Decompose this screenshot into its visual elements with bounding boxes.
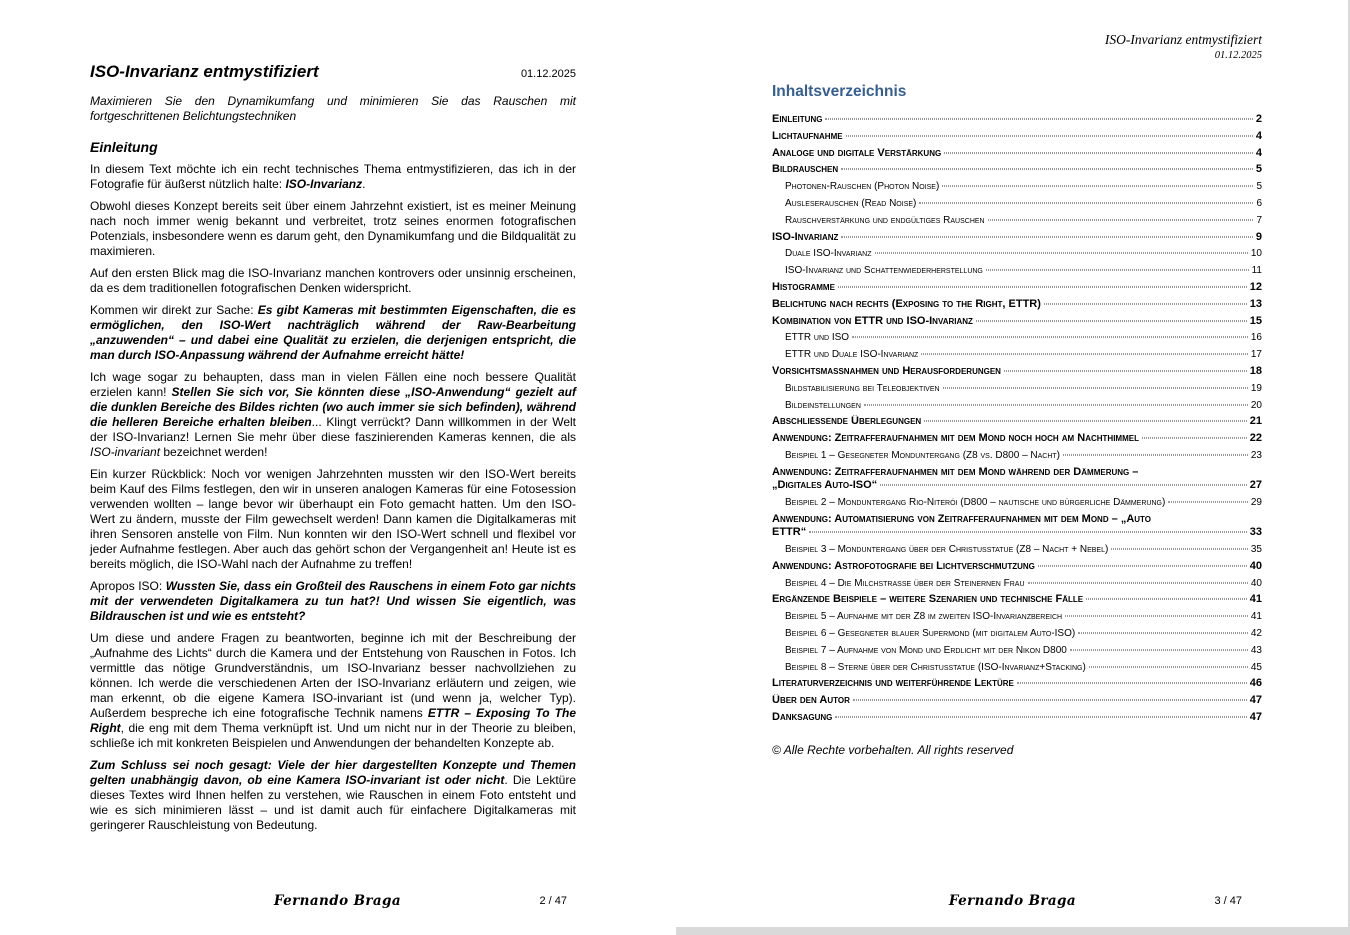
toc-entry[interactable] <box>772 214 1262 227</box>
running-header-title: ISO-Invarianz entmystifiziert <box>1104 32 1262 47</box>
toc-leader <box>1078 632 1248 633</box>
toc-page-number: 18 <box>1249 364 1262 377</box>
toc-entry[interactable] <box>772 147 1262 160</box>
toc-entry[interactable] <box>772 593 1262 606</box>
running-header-date: 01.12.2025 <box>1214 50 1262 61</box>
toc-label: Über den Autor <box>772 694 850 707</box>
document-subtitle: Maximieren Sie den Dynamikumfang und minimieren Sie das Rauschen mit fortgeschrittenen Belichtungstechniken <box>90 94 576 123</box>
toc-entry[interactable] <box>772 694 1262 707</box>
toc-leader <box>1044 303 1247 304</box>
toc-entry[interactable] <box>772 348 1262 361</box>
toc-entry[interactable] <box>772 247 1262 260</box>
toc-label: Anwendung: Automatisierung von Zeitrafferaufnahmen mit dem Mond – „Auto <box>772 512 1152 525</box>
toc-label: Abschließende Überlegungen <box>772 415 922 428</box>
toc-entry[interactable] <box>772 197 1262 210</box>
toc-label: Duale ISO-Invarianz <box>785 248 872 260</box>
toc-label: Lichtaufnahme <box>772 129 843 142</box>
toc-entry[interactable] <box>772 180 1262 193</box>
toc-label: ETTR und ISO <box>785 332 850 344</box>
toc-page-number: 46 <box>1249 677 1262 690</box>
toc-page-number: 45 <box>1250 661 1262 673</box>
toc-entry[interactable] <box>772 644 1262 657</box>
toc-entry[interactable] <box>772 315 1262 328</box>
toc-page-number: 40 <box>1249 559 1262 572</box>
toc-page-number: 5 <box>1256 181 1262 193</box>
toc-leader <box>852 337 1248 338</box>
title-row <box>90 62 576 82</box>
toc-label: Beispiel 8 – Sterne über der Christusstatue (ISO-Invarianz+Stacking) <box>785 661 1086 673</box>
toc-label: Vorsichtsmaßnahmen und Herausforderungen <box>772 364 1001 377</box>
toc-leader <box>1070 649 1248 650</box>
toc-page-number: 9 <box>1255 230 1262 243</box>
toc-label: Ausleserauschen (Read Noise) <box>785 197 917 209</box>
toc-label: Beispiel 1 – Gesegneter Monduntergang (Z8 vs. D800 – Nacht) <box>785 449 1061 461</box>
toc-page-number: 40 <box>1250 577 1262 589</box>
toc-entry[interactable] <box>772 610 1262 623</box>
toc-page-number: 42 <box>1250 627 1262 639</box>
toc-entry[interactable] <box>772 331 1262 344</box>
toc-label: Beispiel 2 – Monduntergang Rio-Niterói (D800 – nautische und bürgerliche Dämmerung) <box>785 496 1166 508</box>
toc-leader <box>841 236 1252 237</box>
page-title: ISO-Invarianz entmystifiziert <box>90 62 319 81</box>
toc-label: Danksagung <box>772 710 833 723</box>
toc-leader <box>825 119 1252 120</box>
toc-entry[interactable] <box>772 661 1262 674</box>
toc-entry[interactable] <box>772 264 1262 277</box>
toc-page-number: 23 <box>1250 449 1262 461</box>
page-number: 2 / 47 <box>539 895 567 907</box>
toc-leader <box>942 186 1253 187</box>
running-header <box>772 32 1262 61</box>
toc-leader <box>1111 548 1248 549</box>
toc-page-number: 7 <box>1256 214 1262 226</box>
toc-entry[interactable] <box>772 163 1262 176</box>
toc-label: Beispiel 3 – Monduntergang über der Christusstatue (Z8 – Nacht + Nebel) <box>785 543 1109 555</box>
toc-leader <box>919 202 1253 203</box>
toc-label: Bildrauschen <box>772 163 839 176</box>
toc-entry[interactable] <box>772 382 1262 395</box>
toc-leader <box>853 700 1247 701</box>
toc-leader <box>875 253 1248 254</box>
toc-entry[interactable] <box>772 577 1262 590</box>
toc-leader <box>988 219 1254 220</box>
toc-page-number: 41 <box>1249 593 1262 606</box>
toc-page-number: 15 <box>1249 314 1262 327</box>
toc-label: Rauschverstärkung und endgültiges Rauschen <box>785 214 985 226</box>
copyright-notice: © Alle Rechte vorbehalten. All rights reserved <box>772 743 1014 758</box>
toc-page-number: 33 <box>1249 526 1262 539</box>
toc-entry[interactable] <box>772 627 1262 640</box>
toc-leader <box>921 354 1248 355</box>
toc-label: Einleitung <box>772 113 823 125</box>
paragraph: Ein kurzer Rückblick: Noch vor wenigen Jahrzehnten mussten wir den ISO-Wert bereits beim Kauf des Films festlegen, den wir in unseren analogen Kameras für eine Fotosession verwenden wollten – lange bevor wir überhaupt ein Foto gemacht hatten. Um den ISO-Wert zu ändern, musste der Film gewechselt werden! Dann kamen die Digitalkameras mit ihren Sensoren anstelle von Film. Nun konnten wir den ISO-Wert schnell und flexibel vor jeder Aufnahme festlegen. Aber auch das gehört schon der Vergangenheit an! Heute ist es bereits möglich, die ISO-Wahl nach der Aufnahme zu treffen! <box>90 467 576 571</box>
toc-page-number: 35 <box>1250 543 1262 555</box>
page-right <box>675 0 1350 935</box>
toc-label: Bildstabilisierung bei Teleobjektiven <box>785 382 940 394</box>
toc-entry[interactable] <box>772 298 1262 311</box>
toc-page-number: 16 <box>1250 332 1262 344</box>
toc-label: Anwendung: Zeitrafferaufnahmen mit dem Mond während der Dämmerung – <box>772 465 1139 478</box>
paragraph: Obwohl dieses Konzept bereits seit über einem Jahrzehnt existiert, ist es meiner Meinung nach noch immer wenig bekannt und verbreitet, trotz seines enormen fotografischen Potenzials, insbesondere wenn es darum geht, den Dynamikumfang und die Bildqualität zu maximieren. <box>90 199 576 258</box>
toc-label: ETTR“ <box>772 526 807 539</box>
toc-leader <box>835 716 1246 717</box>
toc-leader <box>846 135 1253 136</box>
toc-page-number: 47 <box>1249 710 1262 723</box>
toc-page-number: 10 <box>1250 248 1262 260</box>
toc-leader <box>864 404 1248 405</box>
paragraph: Auf den ersten Blick mag die ISO-Invarianz manchen kontrovers oder unsinnig erscheinen, da es dem traditionellen fotografischen Denken widerspricht. <box>90 266 576 295</box>
page-number: 3 / 47 <box>1214 895 1242 907</box>
toc-page-number: 22 <box>1249 432 1262 445</box>
toc-leader <box>1142 438 1247 439</box>
viewer-bottom-edge <box>676 927 1350 935</box>
toc-leader <box>1089 666 1248 667</box>
toc-leader <box>986 270 1249 271</box>
toc-page-number: 2 <box>1255 113 1262 125</box>
toc-page-number: 5 <box>1255 163 1262 176</box>
toc-entry[interactable] <box>772 496 1262 509</box>
toc-leader <box>944 152 1253 153</box>
toc-leader <box>809 532 1247 533</box>
toc-heading: Inhaltsverzeichnis <box>772 83 907 100</box>
toc-leader <box>976 320 1247 321</box>
toc-entry[interactable] <box>772 711 1262 724</box>
toc-label: Analoge und digitale Verstärkung <box>772 146 942 159</box>
toc-label: Beispiel 7 – Aufnahme von Mond und Erdlicht mit der Nikon D800 <box>785 644 1067 656</box>
section-heading: Einleitung <box>90 139 158 155</box>
toc-entry[interactable] <box>772 281 1262 294</box>
toc-entry[interactable] <box>772 130 1262 143</box>
toc-entry[interactable] <box>772 231 1262 244</box>
toc-leader <box>1086 599 1247 600</box>
toc-leader <box>1065 616 1248 617</box>
toc-label: ISO-Invarianz und Schattenwiederherstellung <box>785 265 983 277</box>
paragraph: In diesem Text möchte ich ein recht technisches Thema entmystifizieren, das ich in der Fotografie für äußerst nützlich halte: ISO-Invarianz. <box>90 162 576 191</box>
toc-label: ISO-Invarianz <box>772 230 839 243</box>
toc-leader <box>1028 582 1248 583</box>
toc-page-number: 6 <box>1256 197 1262 209</box>
toc-label: Beispiel 5 – Aufnahme mit der Z8 im zweiten ISO-Invarianzbereich <box>785 611 1063 623</box>
toc-entry[interactable] <box>772 432 1262 445</box>
toc-label: Beispiel 4 – Die Milchstraße über der Steinernen Frau <box>785 577 1025 589</box>
toc-label: Histogramme <box>772 280 835 293</box>
toc-entry[interactable] <box>772 113 1262 126</box>
paragraphs <box>90 162 576 833</box>
toc-leader <box>1004 370 1247 371</box>
footer-author: Fernando Braga <box>948 893 1077 909</box>
toc-page-number: 13 <box>1249 297 1262 310</box>
toc-entry[interactable] <box>772 543 1262 556</box>
document-date: 01.12.2025 <box>520 68 576 80</box>
toc-leader <box>924 421 1247 422</box>
toc-page-number: 41 <box>1250 611 1262 623</box>
toc-page-number: 27 <box>1249 479 1262 492</box>
toc-leader <box>841 169 1253 170</box>
toc-label: Bildeinstellungen <box>785 399 861 411</box>
toc-page-number: 47 <box>1249 694 1262 707</box>
toc-entry[interactable] <box>772 677 1262 690</box>
toc-page-number: 21 <box>1249 415 1262 428</box>
toc-page-number: 19 <box>1250 382 1262 394</box>
paragraph: Apropos ISO: Wussten Sie, dass ein Großteil des Rauschens in einem Foto gar nichts mit der verwendeten Digitalkamera zu tun hat?! Und wissen Sie eigentlich, was Bildrauschen ist und wie es entsteht? <box>90 579 577 623</box>
footer-author: Fernando Braga <box>273 893 402 909</box>
toc-label: Anwendung: Zeitrafferaufnahmen mit dem Mond noch hoch am Nachthimmel <box>772 432 1139 445</box>
toc-label: Ergänzende Beispiele – weitere Szenarien und technische Fälle <box>772 593 1084 606</box>
toc-label: ETTR und Duale ISO-Invarianz <box>785 349 919 361</box>
toc-label: „Digitales Auto-ISO“ <box>772 479 878 492</box>
toc-entry[interactable] <box>772 466 1262 493</box>
toc-label: Beispiel 6 – Gesegneter blauer Supermond (mit digitalem Auto-ISO) <box>785 627 1076 639</box>
toc-page-number: 11 <box>1251 265 1262 277</box>
toc-entry[interactable] <box>772 365 1262 378</box>
paragraph: Zum Schluss sei noch gesagt: Viele der hier dargestellten Konzepte und Themen gelten unabhängig davon, ob eine Kamera ISO-invariant ist oder nicht. Die Lektüre dieses Textes wird Ihnen helfen zu verstehen, wie Rauschen in einem Foto entsteht und wie es sich minimieren lässt – und ist damit auch für einfachere Digitalkameras mit geringerer Rauschleistung von Bedeutung. <box>90 758 576 832</box>
toc-entry[interactable] <box>772 513 1262 540</box>
toc-leader <box>943 387 1248 388</box>
toc-entry[interactable] <box>772 560 1262 573</box>
toc-leader <box>880 485 1247 486</box>
toc-label: Kombination von ETTR und ISO-Invarianz <box>772 314 973 327</box>
toc-entry[interactable] <box>772 415 1262 428</box>
toc-leader <box>1038 565 1247 566</box>
toc-leader <box>1063 454 1248 455</box>
toc-leader <box>1168 501 1248 502</box>
toc-list <box>772 113 1262 724</box>
toc-label: Photonen-Rauschen (Photon Noise) <box>785 181 940 193</box>
paragraph: Um diese und andere Fragen zu beantworten, beginne ich mit der Beschreibung der „Aufnahme des Lichts“ durch die Kamera und der Entstehung von Rauschen in Fotos. Ich vermittle das nötige Grundverständnis, um ISO-Invarianz besser nachvollziehen zu können. Ich werde die verschiedenen Arten der ISO-Invarianz erläutern und zeigen, wie man erkennt, ob die eigene Kamera ISO-invariant ist (und wenn ja, welcher Typ). Außerdem bespreche ich eine fotografische Technik namens ETTR – Exposing To The Right, die eng mit dem Thema verknüpft ist. Und um nicht nur in der Theorie zu bleiben, schließe ich mit konkreten Beispielen und Anwendungen der behandelten Konzepte ab. <box>90 631 576 750</box>
toc-leader <box>838 286 1247 287</box>
toc-page-number: 17 <box>1250 349 1262 361</box>
toc-leader <box>1017 683 1247 684</box>
toc-label: Literaturverzeichnis und weiterführende Lektüre <box>772 677 1014 690</box>
toc-page-number: 4 <box>1255 129 1262 142</box>
toc-page-number: 20 <box>1250 399 1262 411</box>
paragraph: Kommen wir direkt zur Sache: Es gibt Kameras mit bestimmten Eigenschaften, die es ermöglichen, den ISO-Wert nachträglich während der Raw-Bearbeitung „anzuwenden“ – und dabei eine Qualität zu erzielen, die derjenigen entspricht, die man durch ISO-Anpassung während der Aufnahme erreicht hätte! <box>90 303 577 362</box>
toc-label: Anwendung: Astrofotografie bei Lichtverschmutzung <box>772 559 1035 572</box>
toc-page-number: 4 <box>1255 146 1262 159</box>
toc-page-number: 12 <box>1249 280 1262 293</box>
toc-entry[interactable] <box>772 399 1262 412</box>
toc-entry[interactable] <box>772 449 1262 462</box>
toc-page-number: 29 <box>1250 496 1262 508</box>
toc-page-number: 43 <box>1250 644 1262 656</box>
toc-label: Belichtung nach rechts (Exposing to the Right, ETTR) <box>772 297 1041 310</box>
paragraph: Ich wage sogar zu behaupten, dass man in vielen Fällen eine noch bessere Qualität erzielen kann! Stellen Sie sich vor, Sie könnten diese „ISO-Anwendung“ gezielt auf die dunklen Bereiche des Bildes richten (wo auch immer sie sich befinden), während die helleren Bereiche erhalten bleiben... Klingt verrückt? Dann willkommen in der Welt der ISO-Invarianz! Lernen Sie mehr über diese faszinierenden Kameras kennen, die als ISO-invariant bezeichnet werden! <box>90 370 577 459</box>
